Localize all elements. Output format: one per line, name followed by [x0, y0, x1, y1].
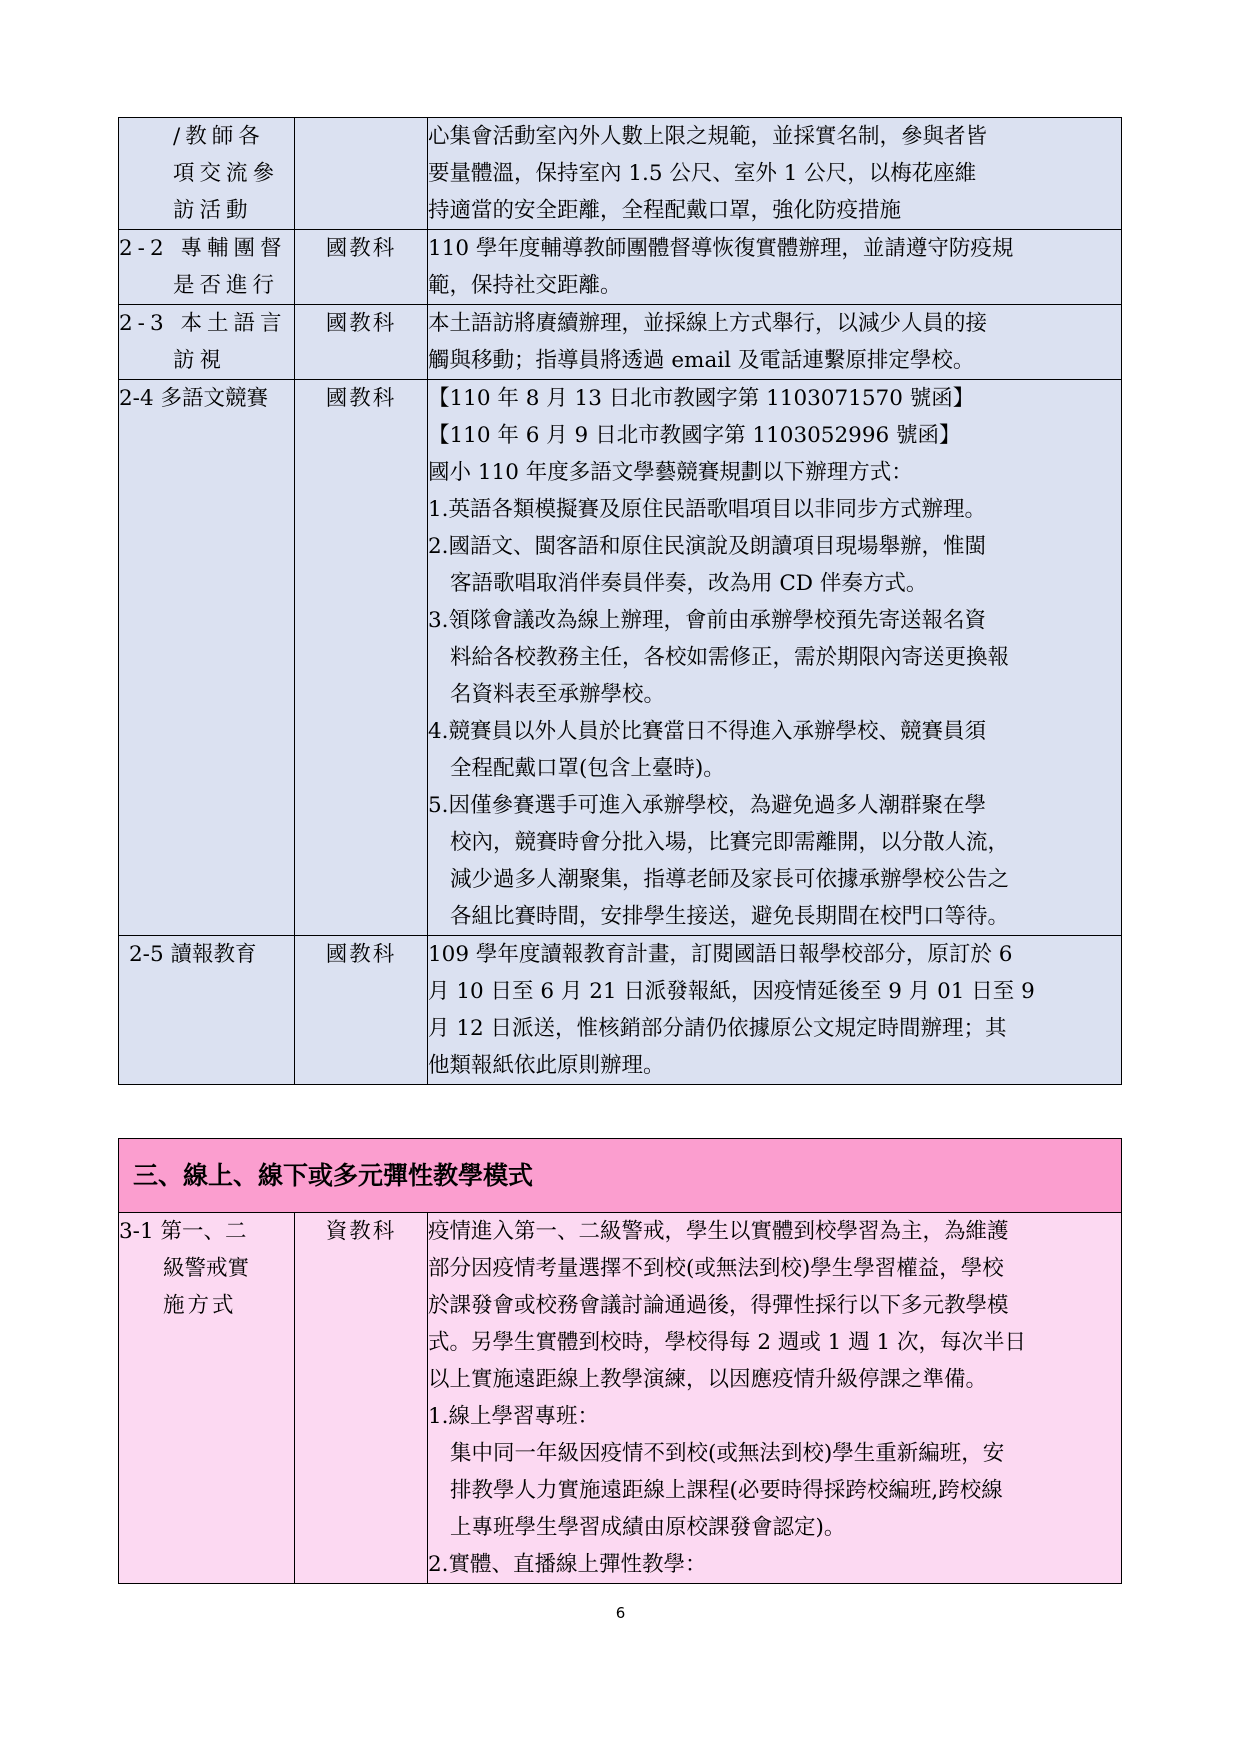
department-cell: 國教科: [295, 305, 428, 380]
content-line: 他類報紙依此原則辦理。: [428, 1053, 665, 1078]
topic-line: 2-4 多語文競賽: [119, 386, 268, 411]
topic-cell: [119, 118, 295, 230]
content-cell: [428, 305, 1122, 380]
content-line: 料給各校教務主任，各校如需修正，需於期限內寄送更換報: [450, 645, 1010, 670]
topic-line: /教師各: [173, 124, 265, 149]
content-line: 排教學人力實施遠距線上課程(必要時得採跨校編班,跨校線: [450, 1478, 1003, 1503]
topic-line: 3-1 第一、二: [119, 1219, 247, 1244]
content-line: 月 10 日至 6 月 21 日派發報紙，因疫情延後至 9 月 01 日至 9: [428, 979, 1035, 1004]
table-row: [119, 305, 1122, 380]
content-line: 110 學年度輔導教師團體督導恢復實體辦理，並請遵守防疫規: [428, 236, 1014, 261]
table-row: [119, 230, 1122, 305]
department-cell: 國教科: [295, 230, 428, 305]
topic-cell: [119, 380, 295, 936]
content-line: 持適當的安全距離，全程配戴口罩，強化防疫措施: [428, 198, 902, 223]
content-line: 式。另學生實體到校時，學校得每 2 週或 1 週 1 次，每次半日: [428, 1330, 1027, 1355]
content-cell: [428, 1213, 1122, 1584]
department-cell: 國教科: [295, 936, 428, 1085]
topic-cell: [119, 305, 295, 380]
content-line: 【110 年 6 月 9 日北市教國字第 1103052996 號函】: [428, 423, 961, 448]
content-line: 於課發會或校務會議討論通過後，得彈性採行以下多元教學模: [428, 1293, 1009, 1318]
content-line: 範，保持社交距離。: [428, 273, 622, 298]
topic-line: 是否進行: [173, 273, 280, 298]
content-line: 要量體溫，保持室內 1.5 公尺、室外 1 公尺，以梅花座維: [428, 161, 977, 186]
content-line: 觸與移動；指導員將透過 email 及電話連繫原排定學校。: [428, 348, 975, 373]
topic-line: 2-3 本土語言: [119, 311, 287, 336]
content-line: 【110 年 8 月 13 日北市教國字第 1103071570 號函】: [428, 386, 975, 411]
table-row: [119, 936, 1122, 1085]
department-cell: [295, 118, 428, 230]
content-line: 2.國語文、閩客語和原住民演說及朗讀項目現場舉辦，惟閩: [428, 534, 987, 559]
content-line: 4.競賽員以外人員於比賽當日不得進入承辦學校、競賽員須: [428, 719, 987, 744]
topic-line: 項交流參: [173, 161, 280, 186]
content-line: 1.線上學習專班：: [428, 1404, 600, 1429]
content-line: 心集會活動室內外人數上限之規範，並採實名制，參與者皆: [428, 124, 988, 149]
table-row: [119, 118, 1122, 230]
content-line: 部分因疫情考量選擇不到校(或無法到校)學生學習權益，學校: [428, 1256, 1004, 1281]
content-line: 國小 110 年度多語文學藝競賽規劃以下辦理方式：: [428, 460, 913, 485]
page-number: 6: [615, 1604, 626, 1622]
content-line: 集中同一年級因疫情不到校(或無法到校)學生重新編班，安: [450, 1441, 1005, 1466]
content-line: 109 學年度讀報教育計畫，訂閱國語日報學校部分，原訂於 6: [428, 942, 1013, 967]
content-line: 上專班學生學習成績由原校課發會認定)。: [450, 1515, 846, 1540]
topic-line: 訪活動: [173, 198, 253, 223]
content-line: 本土語訪將賡續辦理，並採線上方式舉行，以減少人員的接: [428, 311, 988, 336]
content-line: 客語歌唱取消伴奏員伴奏，改為用 CD 伴奏方式。: [450, 571, 928, 596]
content-line: 2.實體、直播線上彈性教學：: [428, 1552, 707, 1577]
topic-cell: [119, 1213, 295, 1584]
department-cell: 資教科: [295, 1213, 428, 1584]
table-section-3: [118, 1138, 1122, 1584]
topic-line: 施方式: [163, 1293, 237, 1318]
topic-cell: [119, 936, 295, 1085]
content-line: 5.因僅參賽選手可進入承辦學校，為避免過多人潮群聚在學: [428, 793, 987, 818]
content-line: 名資料表至承辦學校。: [450, 682, 666, 707]
content-cell: [428, 380, 1122, 936]
table-row: [119, 380, 1122, 936]
content-line: 各組比賽時間，安排學生接送，避免長期間在校門口等待。: [450, 904, 1010, 929]
content-line: 全程配戴口罩(包含上臺時)。: [450, 756, 725, 781]
section-heading-row: [119, 1139, 1122, 1213]
content-line: 1.英語各類模擬賽及原住民語歌唱項目以非同步方式辦理。: [428, 497, 987, 522]
topic-cell: [119, 230, 295, 305]
content-line: 3.領隊會議改為線上辦理，會前由承辦學校預先寄送報名資: [428, 608, 987, 633]
content-line: 疫情進入第一、二級警戒，學生以實體到校學習為主，為維護: [428, 1219, 1009, 1244]
section-title: 三、線上、線下或多元彈性教學模式: [119, 1139, 1122, 1213]
topic-line: 級警戒實: [163, 1256, 250, 1281]
content-cell: [428, 118, 1122, 230]
content-line: 月 12 日派送，惟核銷部分請仍依據原公文規定時間辦理；其: [428, 1016, 1007, 1041]
topic-line: 訪視: [173, 348, 227, 373]
department-cell: 國教科: [295, 380, 428, 936]
topic-line: 2-2 專輔團督: [119, 236, 287, 261]
content-cell: [428, 230, 1122, 305]
content-line: 校內，競賽時會分批入場，比賽完即需離開，以分散人流，: [450, 830, 1010, 855]
topic-line: 2-5 讀報教育: [129, 942, 257, 967]
content-line: 減少過多人潮聚集，指導老師及家長可依據承辦學校公告之: [450, 867, 1010, 892]
table-row: [119, 1213, 1122, 1584]
content-cell: [428, 936, 1122, 1085]
table-section-2: [118, 117, 1122, 1085]
content-line: 以上實施遠距線上教學演練，以因應疫情升級停課之準備。: [428, 1367, 988, 1392]
